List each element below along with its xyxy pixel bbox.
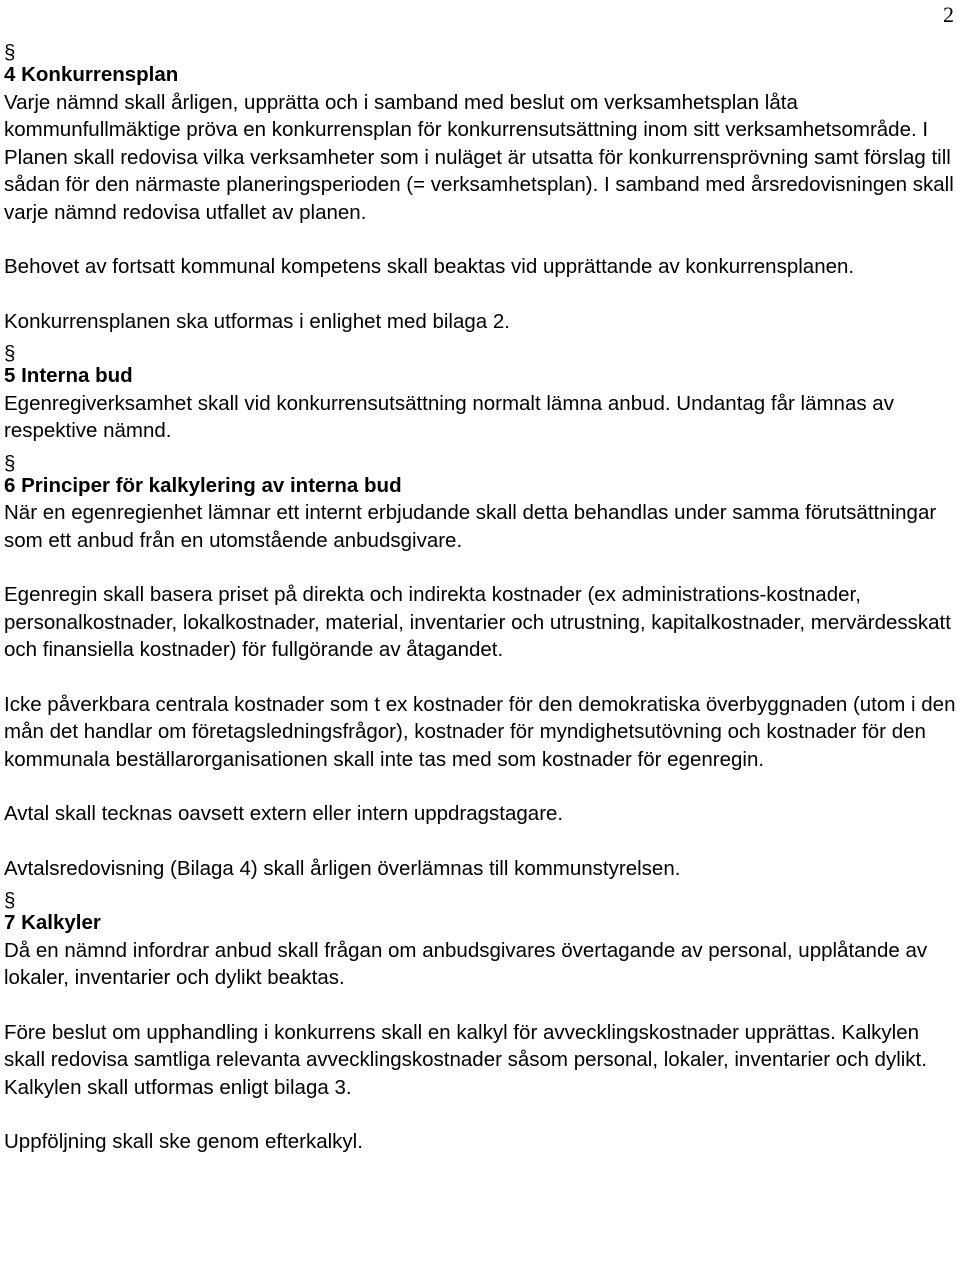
section-6-paragraph-5: Avtalsredovisning (Bilaga 4) skall årligen överlämnas till kommunstyrelsen.: [4, 856, 681, 880]
section-4-paragraph-1: Varje nämnd skall årligen, upprätta och i samband med beslut om verksamhetsplan låta kommunfullmäktige pröva en konkurrensplan för konkurrensutsättning inom sitt verksamhetsområde. I Planen skall redovisa vilka verksamheter som i nuläget är utsatta för konkurrensprövning samt förslag till sådan för den närmaste planeringsperioden (= verksamhetsplan). I samband med årsredovisningen skall varje nämnd redovisa utfallet av planen.: [4, 90, 954, 224]
section-7-paragraph-1: Då en nämnd infordrar anbud skall frågan om anbudsgivares övertagande av personal, upplåtande av lokaler, inventarier och dylikt beaktas.: [4, 938, 928, 989]
section-7-paragraph-2: Före beslut om upphandling i konkurrens skall en kalkyl för avvecklingskostnader upprättas. Kalkylen skall redovisa samtliga relevanta avvecklingskostnader såsom personal, lokaler, inventarier och dylikt. Kalkylen skall utformas enligt bilaga 3.: [4, 1020, 927, 1099]
section-7-paragraph-3: Uppföljning skall ske genom efterkalkyl.: [4, 1130, 363, 1153]
section-6-paragraph-1: När en egenregienhet lämnar ett internt erbjudande skall detta behandlas under samma förutsättningar som ett anbud från en utomstående anbudsgivare.: [4, 501, 937, 552]
section-7-title: 7 Kalkyler: [4, 911, 101, 934]
section-5-title: 5 Interna bud: [4, 364, 133, 387]
section-symbol: §: [4, 451, 16, 475]
section-symbol: §: [4, 889, 16, 912]
section-4: [4, 41, 956, 335]
section-4-paragraph-3: Konkurrensplanen ska utformas i enlighet med bilaga 2.: [4, 309, 510, 333]
section-7: [4, 889, 956, 1156]
section-6-paragraph-2: Egenregin skall basera priset på direkta och indirekta kostnader (ex administrations-kostnader, personalkostnader, lokalkostnader, material, inventarier och utrustning, kapitalkostnader, mervärdesskatt och finansiella kostnader) för fullgörande av åtagandet.: [4, 583, 951, 661]
section-5-paragraph-1: Egenregiverksamhet skall vid konkurrensutsättning normalt lämna anbud. Undantag får lämnas av respektive nämnd.: [4, 391, 894, 442]
page-number: 2: [943, 2, 954, 27]
document-body: [4, 41, 956, 1156]
section-6-title: 6 Principer för kalkylering av interna bud: [4, 473, 402, 497]
section-symbol: §: [4, 41, 16, 64]
section-6: [4, 451, 956, 883]
section-6-paragraph-3: Icke påverkbara centrala kostnader som t ex kostnader för den demokratiska överbyggnaden (utom i den mån det handlar om företagsledningsfrågor), kostnader för myndighetsutövning och kostnader för den kommunala beställarorganisationen skall inte tas med som kostnader för egenregin.: [4, 692, 956, 771]
section-5: [4, 342, 956, 445]
section-symbol: §: [4, 342, 16, 365]
section-4-title: 4 Konkurrensplan: [4, 63, 179, 86]
section-4-paragraph-2: Behovet av fortsatt kommunal kompetens skall beaktas vid upprättande av konkurrensplanen.: [4, 255, 855, 278]
section-6-paragraph-4: Avtal skall tecknas oavsett extern eller intern uppdragstagare.: [4, 802, 564, 825]
